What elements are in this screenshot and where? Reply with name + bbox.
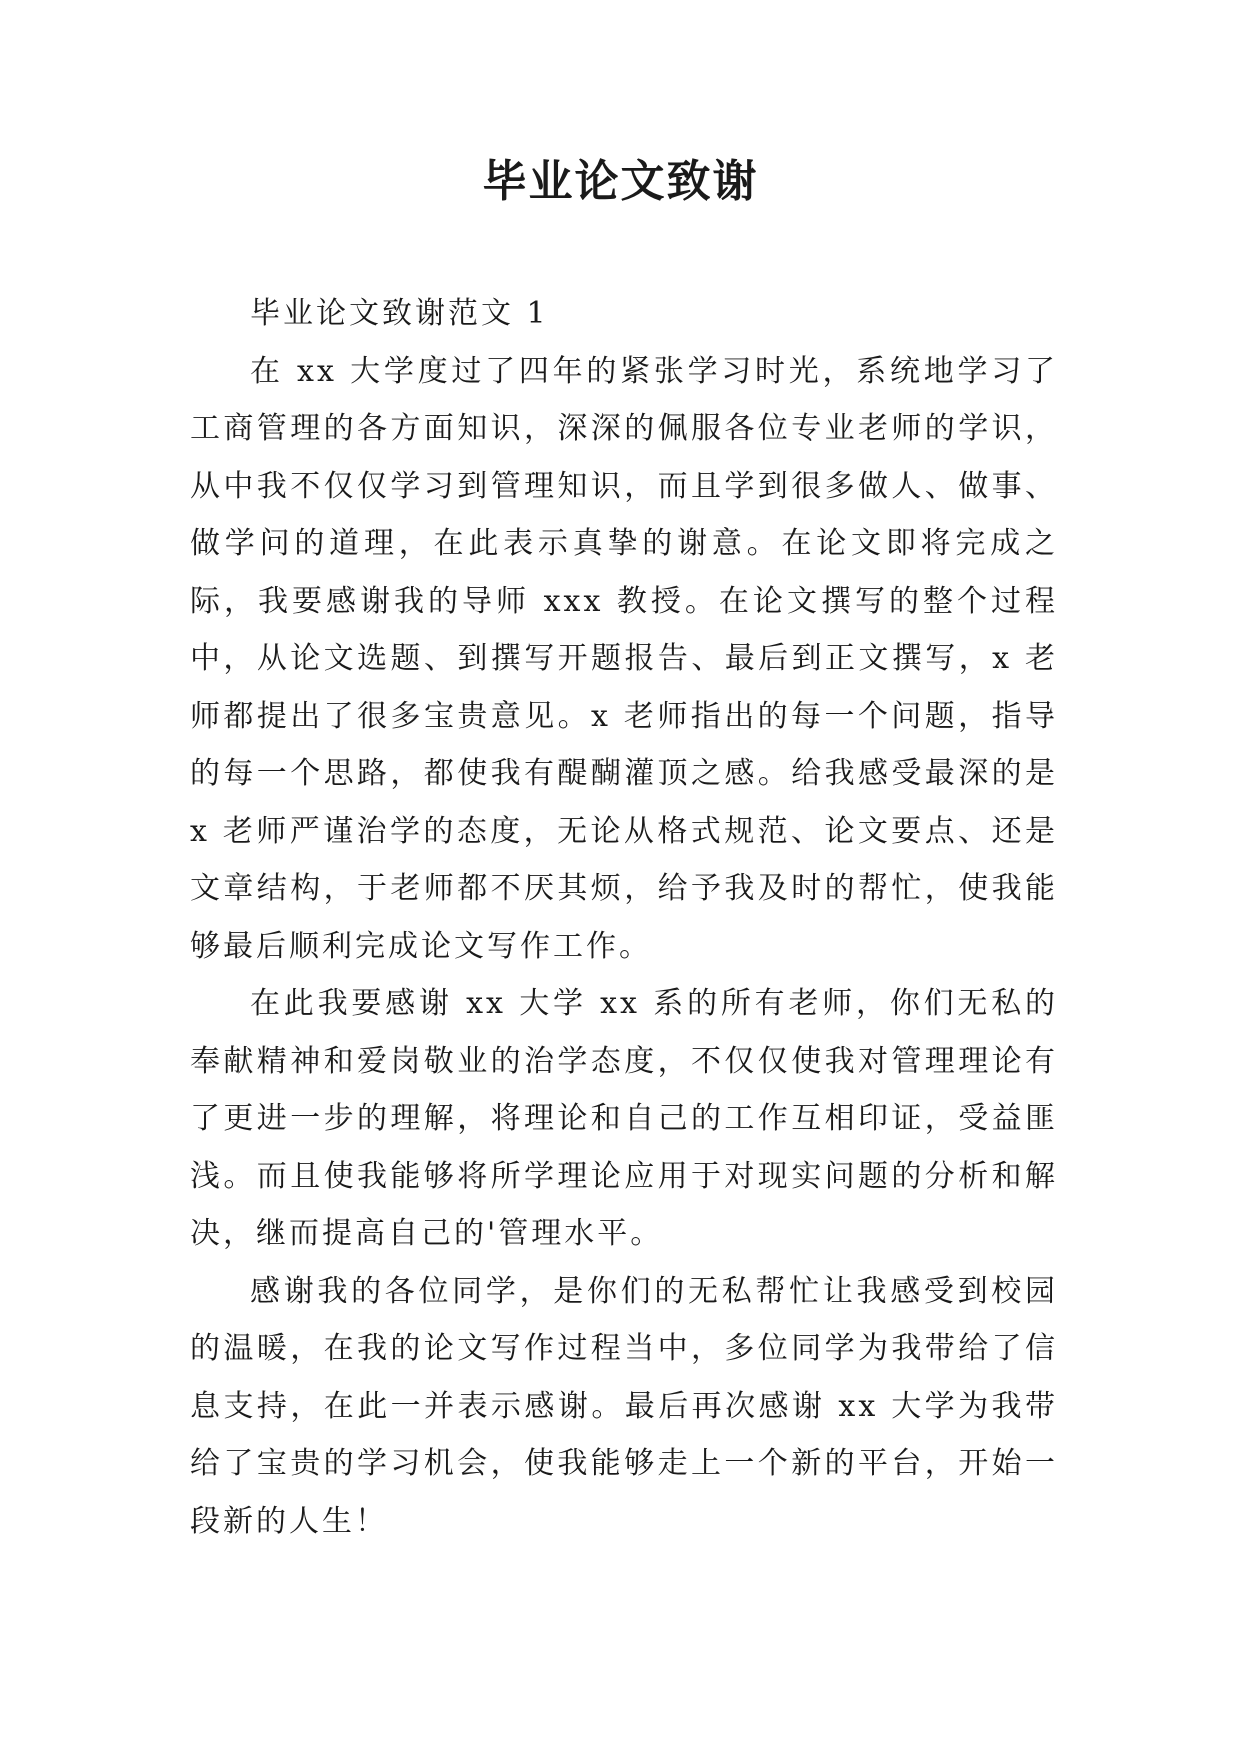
paragraph: 感谢我的各位同学，是你们的无私帮忙让我感受到校园的温暖，在我的论文写作过程当中，多位同学为我带给了信息支持，在此一并表示感谢。最后再次感谢 xx 大学为我带给了宝贵的学习机会，使我能够走上一个新的平台，开始一段新的人生！: [190, 1273, 1058, 1539]
paragraph: 在此我要感谢 xx 大学 xx 系的所有老师，你们无私的奉献精神和爱岗敬业的治学态度，不仅仅使我对管理理论有了更进一步的理解，将理论和自己的工作互相印证，受益匪浅。而且使我能够将所学理论应用于对现实问题的分析和解决，继而提高自己的'管理水平。: [190, 986, 1058, 1251]
paragraph: 在 xx 大学度过了四年的紧张学习时光，系统地学习了工商管理的各方面知识，深深的佩服各位专业老师的学识，从中我不仅仅学习到管理知识，而且学到很多做人、做事、做学问的道理，在此表示真挚的谢意。在论文即将完成之际，我要感谢我的导师 xxx 教授。在论文撰写的整个过程中，从论文选题、到撰写开题报告、最后到正文撰写，x 老师都提出了很多宝贵意见。x 老师指出的每一个问题，指导的每一个思路，都使我有醍醐灌顶之感。给我感受最深的是 x 老师严谨治学的态度，无论从格式规范、论文要点、还是文章结构，于老师都不厌其烦，给予我及时的帮忙，使我能够最后顺利完成论文写作工作。: [190, 353, 1058, 964]
paragraph-heading: 毕业论文致谢范文 1: [250, 296, 549, 331]
document-body: [190, 285, 1058, 1550]
document-title: 毕业论文致谢: [482, 156, 759, 207]
